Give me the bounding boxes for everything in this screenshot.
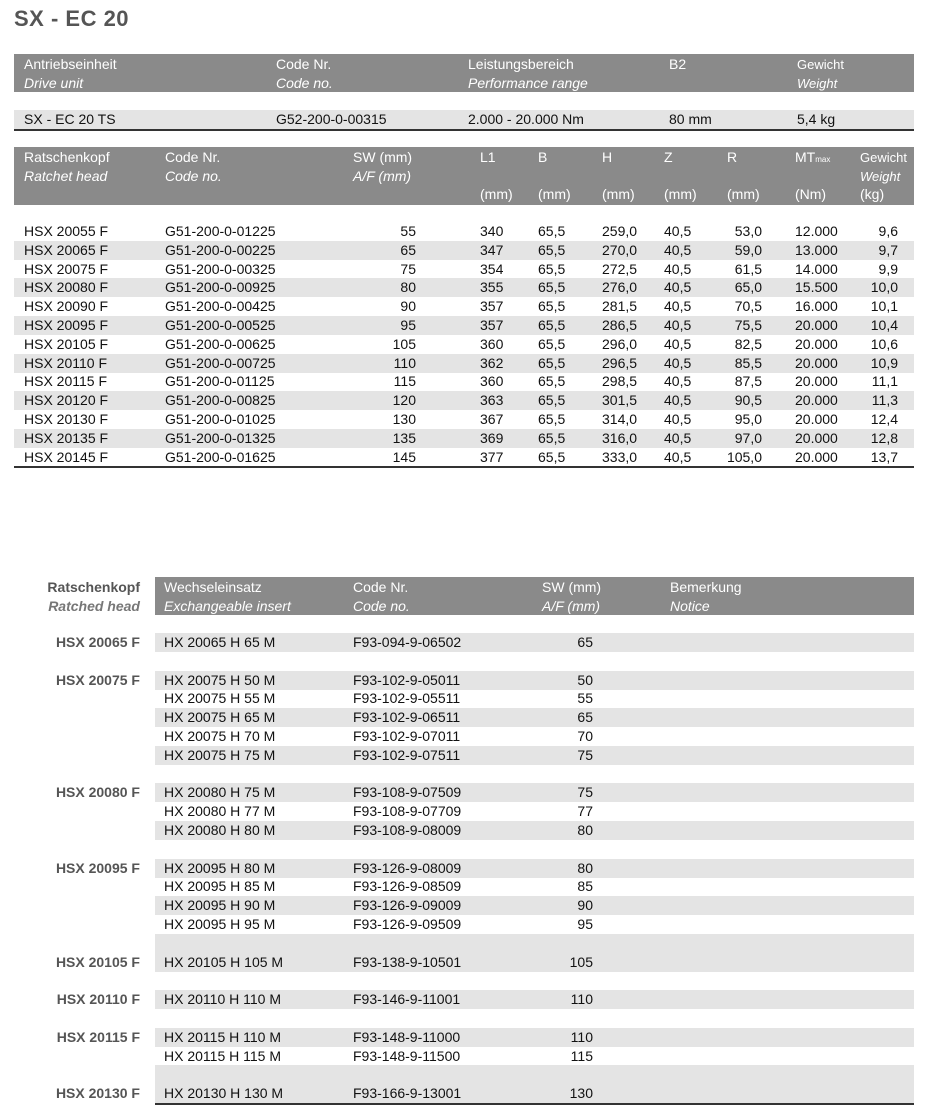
cell-r: 87,5 <box>734 373 762 390</box>
cell-sw: 70 <box>577 728 593 744</box>
cell-code: G51-200-0-00725 <box>165 354 276 371</box>
inserts-col-sw: SW (mm) A/F (mm) <box>542 579 602 614</box>
group-head-label: HSX 20065 F <box>55 634 140 650</box>
cell-insert: HX 20095 H 85 M <box>164 878 276 895</box>
cell-b: 65,5 <box>538 298 566 315</box>
table-row <box>14 410 914 429</box>
inserts-col-note: Bemerkung Notice <box>670 579 742 614</box>
cell-weight: 9,7 <box>878 241 898 258</box>
cell-mt: 12.000 <box>795 223 838 239</box>
cell-l1: 360 <box>480 335 504 352</box>
drive-header <box>14 54 914 92</box>
cell-code: F93-102-9-07511 <box>353 746 461 763</box>
cell-insert: HX 20075 H 50 M <box>164 671 276 688</box>
cell-insert: HX 20075 H 70 M <box>164 728 276 744</box>
cell-h: 276,0 <box>602 279 638 296</box>
ratchet-rule <box>14 466 914 468</box>
cell-mt: 20.000 <box>795 354 838 371</box>
table-row <box>14 316 914 335</box>
cell-weight: 13,7 <box>870 448 898 465</box>
cell-code: F93-108-9-07709 <box>353 803 462 820</box>
unit-l1: (mm) <box>480 186 513 202</box>
cell-sw: 80 <box>577 859 593 876</box>
cell-insert: HX 20115 H 110 M <box>164 1028 281 1045</box>
drive-cell-range: 2.000 - 20.000 Nm <box>468 111 584 127</box>
cell-z: 40,5 <box>664 223 692 239</box>
ratchet-col-name: Ratschenkopf Ratchet head <box>24 149 110 184</box>
list-item <box>155 783 914 802</box>
cell-weight: 10,4 <box>870 317 898 333</box>
cell-r: 53,0 <box>734 223 762 239</box>
inserts-rk-label: Ratschenkopf <box>47 579 140 595</box>
cell-sw: 77 <box>577 803 593 820</box>
cell-weight: 9,9 <box>878 260 898 277</box>
cell-h: 286,5 <box>602 317 638 333</box>
cell-l1: 360 <box>480 373 504 390</box>
cell-h: 333,0 <box>602 448 638 465</box>
drive-cell-unit: SX - EC 20 TS <box>24 111 116 127</box>
inserts-rk-label-en: Ratched head <box>48 598 140 614</box>
inserts-header <box>155 577 914 615</box>
table-row <box>14 278 914 297</box>
cell-b: 65,5 <box>538 373 566 390</box>
cell-code: F93-102-9-06511 <box>353 709 461 726</box>
drive-col-range: Leistungsbereich Performance range <box>468 56 588 91</box>
cell-code: F93-102-9-05011 <box>353 671 461 688</box>
unit-weight: (kg) <box>860 186 885 202</box>
cell-insert: HX 20065 H 65 M <box>164 634 276 650</box>
group-head-label: HSX 20105 F <box>55 953 140 970</box>
drive-cell-weight: 5,4 kg <box>797 111 836 127</box>
cell-l1: 357 <box>480 317 504 333</box>
cell-z: 40,5 <box>664 335 692 352</box>
cell-z: 40,5 <box>664 392 692 409</box>
cell-r: 90,5 <box>734 392 762 409</box>
cell-sw: 105 <box>569 953 593 970</box>
table-row <box>14 429 914 448</box>
cell-code: G51-200-0-01225 <box>165 223 276 239</box>
cell-name: HSX 20135 F <box>24 429 109 446</box>
cell-name: HSX 20090 F <box>24 298 109 315</box>
table-row <box>14 354 914 373</box>
cell-z: 40,5 <box>664 373 692 390</box>
cell-r: 65,0 <box>734 279 762 296</box>
cell-l1: 354 <box>480 260 504 277</box>
cell-h: 314,0 <box>602 411 638 427</box>
list-item <box>155 802 914 821</box>
inserts-rule <box>155 1103 914 1105</box>
cell-weight: 12,8 <box>870 429 898 446</box>
cell-h: 281,5 <box>602 298 638 315</box>
cell-code: G51-200-0-00225 <box>165 241 276 258</box>
group-head-label: HSX 20130 F <box>55 1085 140 1102</box>
cell-code: F93-126-9-08009 <box>353 859 462 876</box>
cell-insert: HX 20095 H 95 M <box>164 916 276 932</box>
list-item <box>155 633 914 652</box>
cell-code: G51-200-0-00925 <box>165 279 276 296</box>
cell-z: 40,5 <box>664 354 692 371</box>
cell-r: 59,0 <box>734 241 762 258</box>
cell-sw: 80 <box>577 822 593 838</box>
cell-l1: 362 <box>480 354 504 371</box>
drive-col-weight: Gewicht Weight <box>797 57 844 91</box>
unit-mt: (Nm) <box>795 186 827 202</box>
cell-name: HSX 20075 F <box>24 260 109 277</box>
cell-code: G51-200-0-01025 <box>165 411 276 427</box>
cell-sw: 115 <box>393 373 416 390</box>
list-item <box>155 953 914 972</box>
cell-weight: 10,9 <box>870 354 898 371</box>
cell-h: 301,5 <box>602 392 638 409</box>
cell-sw: 50 <box>577 671 593 688</box>
drive-row <box>14 110 914 129</box>
list-item <box>155 1084 914 1103</box>
cell-mt: 20.000 <box>795 373 838 390</box>
cell-l1: 369 <box>480 429 504 446</box>
cell-insert: HX 20130 H 130 M <box>164 1085 284 1102</box>
cell-sw: 75 <box>577 784 593 801</box>
cell-weight: 12,4 <box>870 411 898 427</box>
cell-insert: HX 20105 H 105 M <box>164 953 284 970</box>
cell-sw: 145 <box>392 448 416 465</box>
cell-code: G51-200-0-00325 <box>165 260 276 277</box>
cell-sw: 65 <box>400 241 416 258</box>
cell-r: 61,5 <box>734 260 762 277</box>
unit-h: (mm) <box>602 186 635 202</box>
cell-z: 40,5 <box>664 241 692 258</box>
cell-insert: HX 20110 H 110 M <box>164 991 281 1008</box>
table-row <box>14 260 914 279</box>
cell-name: HSX 20105 F <box>24 335 109 352</box>
cell-code: G51-200-0-00825 <box>165 392 276 409</box>
ratchet-col-weight: Gewicht Weight <box>860 150 907 184</box>
cell-code: F93-146-9-11001 <box>353 991 461 1008</box>
unit-z: (mm) <box>664 186 697 202</box>
inserts-col-insert: Wechseleinsatz Exchangeable insert <box>164 579 291 614</box>
cell-b: 65,5 <box>538 354 566 371</box>
cell-name: HSX 20080 F <box>24 279 109 296</box>
list-item <box>155 896 914 915</box>
cell-code: G51-200-0-00425 <box>165 298 276 315</box>
table-row <box>14 241 914 260</box>
cell-code: F93-126-9-08509 <box>353 878 462 895</box>
spacer-row <box>155 934 914 953</box>
cell-h: 296,0 <box>602 335 638 352</box>
ratchet-col-l1: L1 <box>480 149 496 165</box>
cell-sw: 75 <box>400 260 416 277</box>
cell-h: 259,0 <box>602 223 638 239</box>
cell-code: G51-200-0-00625 <box>165 335 276 352</box>
group-head-label: HSX 20110 F <box>56 991 140 1008</box>
list-item <box>155 708 914 727</box>
cell-b: 65,5 <box>538 411 566 427</box>
cell-sw: 130 <box>569 1085 593 1102</box>
cell-code: F93-148-9-11500 <box>353 1047 461 1064</box>
cell-sw: 55 <box>400 223 416 239</box>
cell-sw: 55 <box>577 690 593 707</box>
cell-weight: 10,6 <box>870 335 898 352</box>
cell-name: HSX 20095 F <box>24 317 109 333</box>
cell-name: HSX 20130 F <box>24 411 109 427</box>
spacer-row <box>155 652 914 671</box>
list-item <box>155 1047 914 1066</box>
drive-col-unit: Antriebseinheit Drive unit <box>24 56 117 91</box>
cell-z: 40,5 <box>664 279 692 296</box>
cell-sw: 110 <box>570 1028 593 1045</box>
cell-b: 65,5 <box>538 429 566 446</box>
cell-b: 65,5 <box>538 335 566 352</box>
spacer-row <box>155 765 914 784</box>
cell-sw: 130 <box>392 411 416 427</box>
cell-h: 316,0 <box>602 429 638 446</box>
ratchet-col-z: Z <box>664 149 673 165</box>
cell-sw: 90 <box>400 298 416 315</box>
cell-l1: 377 <box>480 448 504 465</box>
group-head-label: HSX 20095 F <box>55 859 140 876</box>
cell-insert: HX 20095 H 90 M <box>164 897 276 914</box>
unit-b: (mm) <box>538 186 571 202</box>
cell-sw: 85 <box>577 878 593 895</box>
cell-mt: 20.000 <box>795 448 838 465</box>
cell-insert: HX 20080 H 77 M <box>164 803 276 820</box>
table-row <box>14 448 914 467</box>
ratchet-col-code: Code Nr. Code no. <box>165 149 222 184</box>
list-item <box>155 859 914 878</box>
cell-code: F93-102-9-05511 <box>353 690 461 707</box>
cell-l1: 347 <box>480 241 504 258</box>
ratchet-col-h: H <box>602 149 613 165</box>
group-head-label: HSX 20115 F <box>56 1028 140 1045</box>
table-row <box>14 372 914 391</box>
cell-z: 40,5 <box>664 429 692 446</box>
list-item <box>155 990 914 1009</box>
cell-sw: 80 <box>400 279 416 296</box>
cell-l1: 355 <box>480 279 504 296</box>
cell-code: G51-200-0-01625 <box>165 448 276 465</box>
cell-sw: 90 <box>577 897 593 914</box>
cell-name: HSX 20065 F <box>24 241 109 258</box>
cell-name: HSX 20115 F <box>24 373 108 390</box>
cell-l1: 340 <box>480 223 504 239</box>
cell-sw: 120 <box>392 392 416 409</box>
cell-r: 75,5 <box>734 317 762 333</box>
cell-r: 85,5 <box>734 354 762 371</box>
list-item <box>155 671 914 690</box>
cell-weight: 10,0 <box>870 279 898 296</box>
cell-mt: 15.500 <box>795 279 838 296</box>
cell-code: F93-108-9-08009 <box>353 822 462 838</box>
cell-sw: 105 <box>392 335 416 352</box>
cell-r: 95,0 <box>734 411 762 427</box>
cell-code: G51-200-0-01325 <box>165 429 276 446</box>
cell-code: G51-200-0-01125 <box>165 373 275 390</box>
cell-insert: HX 20075 H 75 M <box>164 746 276 763</box>
cell-b: 65,5 <box>538 392 566 409</box>
cell-r: 82,5 <box>734 335 762 352</box>
cell-sw: 65 <box>577 634 593 650</box>
cell-l1: 363 <box>480 392 504 409</box>
cell-b: 65,5 <box>538 260 566 277</box>
cell-code: G51-200-0-00525 <box>165 317 276 333</box>
cell-sw: 95 <box>400 317 416 333</box>
spacer-row <box>155 1065 914 1084</box>
cell-r: 105,0 <box>726 448 762 465</box>
drive-cell-code: G52-200-0-00315 <box>276 111 387 127</box>
list-item <box>155 915 914 934</box>
spacer-row <box>155 840 914 859</box>
cell-mt: 20.000 <box>795 429 838 446</box>
cell-weight: 11,3 <box>871 392 898 409</box>
cell-name: HSX 20145 F <box>24 448 109 465</box>
cell-mt: 20.000 <box>795 317 838 333</box>
cell-h: 270,0 <box>602 241 638 258</box>
spacer-row <box>155 1009 914 1028</box>
cell-z: 40,5 <box>664 448 692 465</box>
ratchet-col-mt: MTmax <box>795 149 831 165</box>
cell-weight: 9,6 <box>878 223 898 239</box>
cell-sw: 115 <box>570 1047 593 1064</box>
cell-h: 296,5 <box>602 354 638 371</box>
cell-b: 65,5 <box>538 448 566 465</box>
cell-mt: 14.000 <box>795 260 838 277</box>
cell-z: 40,5 <box>664 298 692 315</box>
ratchet-header <box>14 147 914 205</box>
cell-code: F93-126-9-09009 <box>353 897 462 914</box>
cell-weight: 11,1 <box>871 373 898 390</box>
cell-insert: HX 20080 H 75 M <box>164 784 276 801</box>
list-item <box>155 1028 914 1047</box>
cell-insert: HX 20095 H 80 M <box>164 859 276 876</box>
cell-b: 65,5 <box>538 223 566 239</box>
cell-insert: HX 20075 H 55 M <box>164 690 276 707</box>
table-row <box>14 222 914 241</box>
drive-col-code: Code Nr. Code no. <box>276 56 333 91</box>
list-item <box>155 877 914 896</box>
cell-sw: 110 <box>393 354 416 371</box>
cell-b: 65,5 <box>538 279 566 296</box>
unit-r: (mm) <box>727 186 760 202</box>
ratchet-col-b: B <box>538 149 548 165</box>
cell-mt: 16.000 <box>795 298 838 315</box>
cell-sw: 65 <box>577 709 593 726</box>
cell-code: F93-166-9-13001 <box>353 1085 462 1102</box>
cell-mt: 13.000 <box>795 241 838 258</box>
table-row <box>14 297 914 316</box>
cell-r: 97,0 <box>734 429 762 446</box>
list-item <box>155 727 914 746</box>
ratchet-col-r: R <box>727 149 738 165</box>
cell-b: 65,5 <box>538 241 566 258</box>
list-item <box>155 689 914 708</box>
cell-z: 40,5 <box>664 317 692 333</box>
spacer-row <box>155 971 914 990</box>
cell-h: 298,5 <box>602 373 638 390</box>
drive-rule <box>14 129 914 131</box>
cell-r: 70,5 <box>734 298 762 315</box>
cell-z: 40,5 <box>664 411 692 427</box>
cell-sw: 95 <box>577 916 593 932</box>
cell-sw: 110 <box>570 991 593 1008</box>
table-row <box>14 391 914 410</box>
cell-name: HSX 20055 F <box>24 223 109 239</box>
table-row <box>14 335 914 354</box>
group-head-label: HSX 20075 F <box>55 671 140 688</box>
cell-insert: HX 20115 H 115 M <box>164 1047 281 1064</box>
group-head-label: HSX 20080 F <box>55 784 140 801</box>
cell-insert: HX 20075 H 65 M <box>164 709 276 726</box>
cell-code: F93-094-9-06502 <box>353 634 462 650</box>
cell-h: 272,5 <box>602 260 638 277</box>
cell-name: HSX 20110 F <box>24 354 108 371</box>
cell-mt: 20.000 <box>795 335 838 352</box>
list-item <box>155 821 914 840</box>
cell-code: F93-102-9-07011 <box>353 728 461 744</box>
drive-cell-b2: 80 mm <box>669 111 712 127</box>
cell-sw: 135 <box>392 429 416 446</box>
cell-code: F93-138-9-10501 <box>353 953 462 970</box>
inserts-col-code: Code Nr. Code no. <box>353 579 410 614</box>
cell-sw: 75 <box>577 746 593 763</box>
cell-code: F93-148-9-11000 <box>353 1028 461 1045</box>
cell-b: 65,5 <box>538 317 566 333</box>
cell-name: HSX 20120 F <box>24 392 109 409</box>
cell-weight: 10,1 <box>870 298 898 315</box>
cell-insert: HX 20080 H 80 M <box>164 822 276 838</box>
cell-z: 40,5 <box>664 260 692 277</box>
cell-mt: 20.000 <box>795 392 838 409</box>
cell-code: F93-126-9-09509 <box>353 916 462 932</box>
cell-mt: 20.000 <box>795 411 838 427</box>
ratchet-col-sw: SW (mm) A/F (mm) <box>353 149 413 184</box>
cell-l1: 367 <box>480 411 504 427</box>
list-item <box>155 746 914 765</box>
page-title: SX - EC 20 <box>14 6 130 31</box>
cell-l1: 357 <box>480 298 504 315</box>
cell-code: F93-108-9-07509 <box>353 784 462 801</box>
drive-col-b2: B2 <box>669 56 687 72</box>
